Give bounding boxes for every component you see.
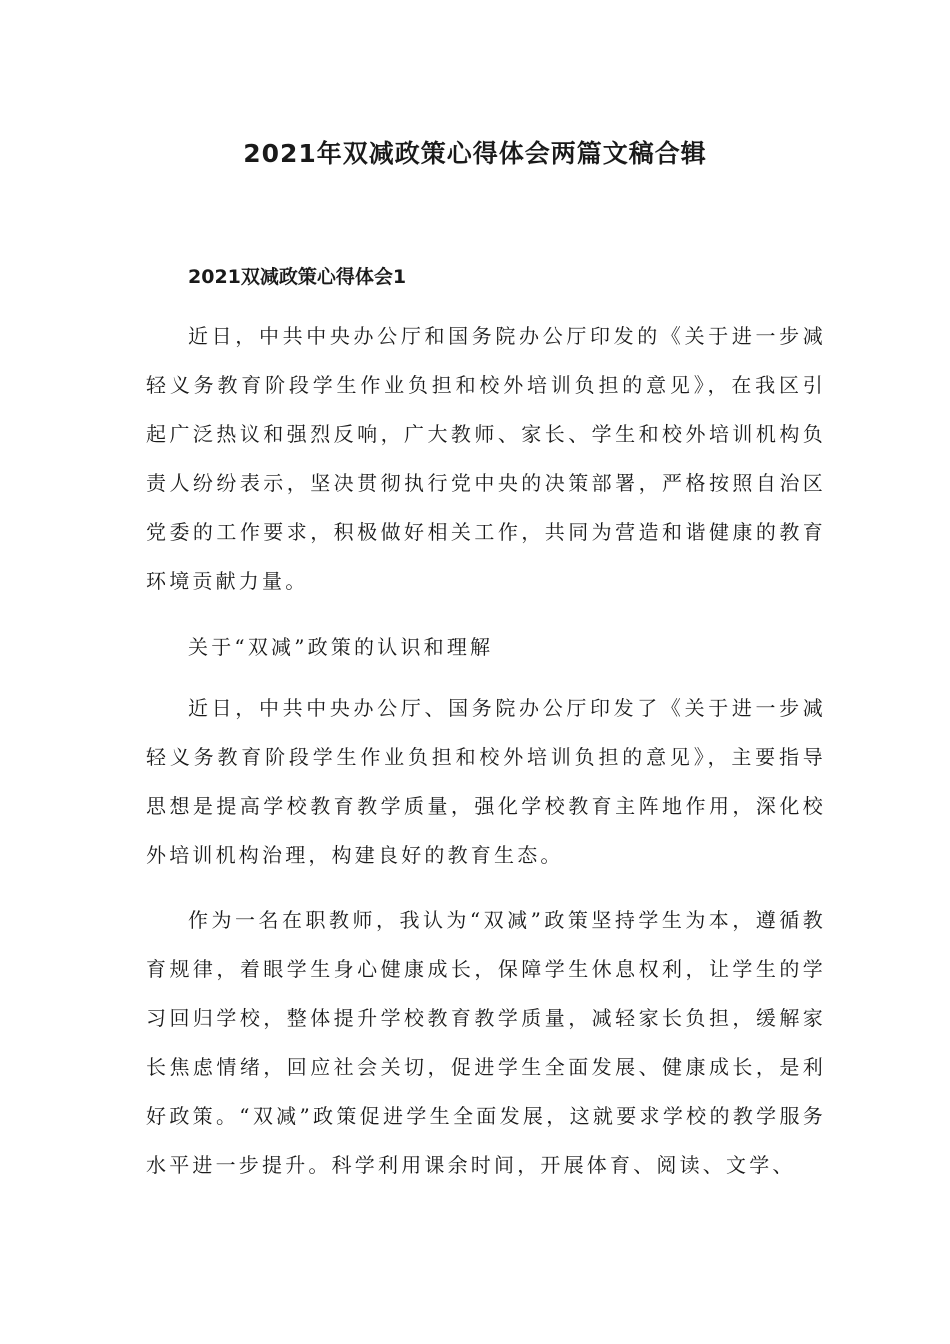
document-title: 2021年双减政策心得体会两篇文稿合辑 — [243, 139, 707, 168]
paragraph-teacher-view: 作为一名在职教师，我认为“双减”政策坚持学生为本，遵循教育规律，着眼学生身心健康成长，保障学生休息权利，让学生的学习回归学校，整体提升学校教育教学质量，减轻家长负担，缓解家长焦虑情绪，回应社会关切，促进学生全面发展、健康成长，是利好政策。“双减”政策促进学生全面发展，这就要求学校的教学服务水平进一步提升。科学利用课余时间，开展体育、阅读、文学、 — [146, 908, 826, 1177]
paragraph-intro: 近日，中共中央办公厅和国务院办公厅印发的《关于进一步减轻义务教育阶段学生作业负担和校外培训负担的意见》，在我区引起广泛热议和强烈反响，广大教师、家长、学生和校外培训机构负责人纷纷表示，坚决贯彻执行党中央的决策部署，严格按照自治区党委的工作要求，积极做好相关工作，共同为营造和谐健康的教育环境贡献力量。 — [146, 324, 826, 593]
paragraph-policy: 近日，中共中央办公厅、国务院办公厅印发了《关于进一步减轻义务教育阶段学生作业负担和校外培训负担的意见》，主要指导思想是提高学校教育教学质量，强化学校教育主阵地作用，深化校外培训机构治理，构建良好的教育生态。 — [146, 696, 826, 867]
section-heading: 2021双减政策心得体会1 — [188, 266, 407, 288]
paragraph-subheading: 关于“双减”政策的认识和理解 — [188, 635, 494, 659]
